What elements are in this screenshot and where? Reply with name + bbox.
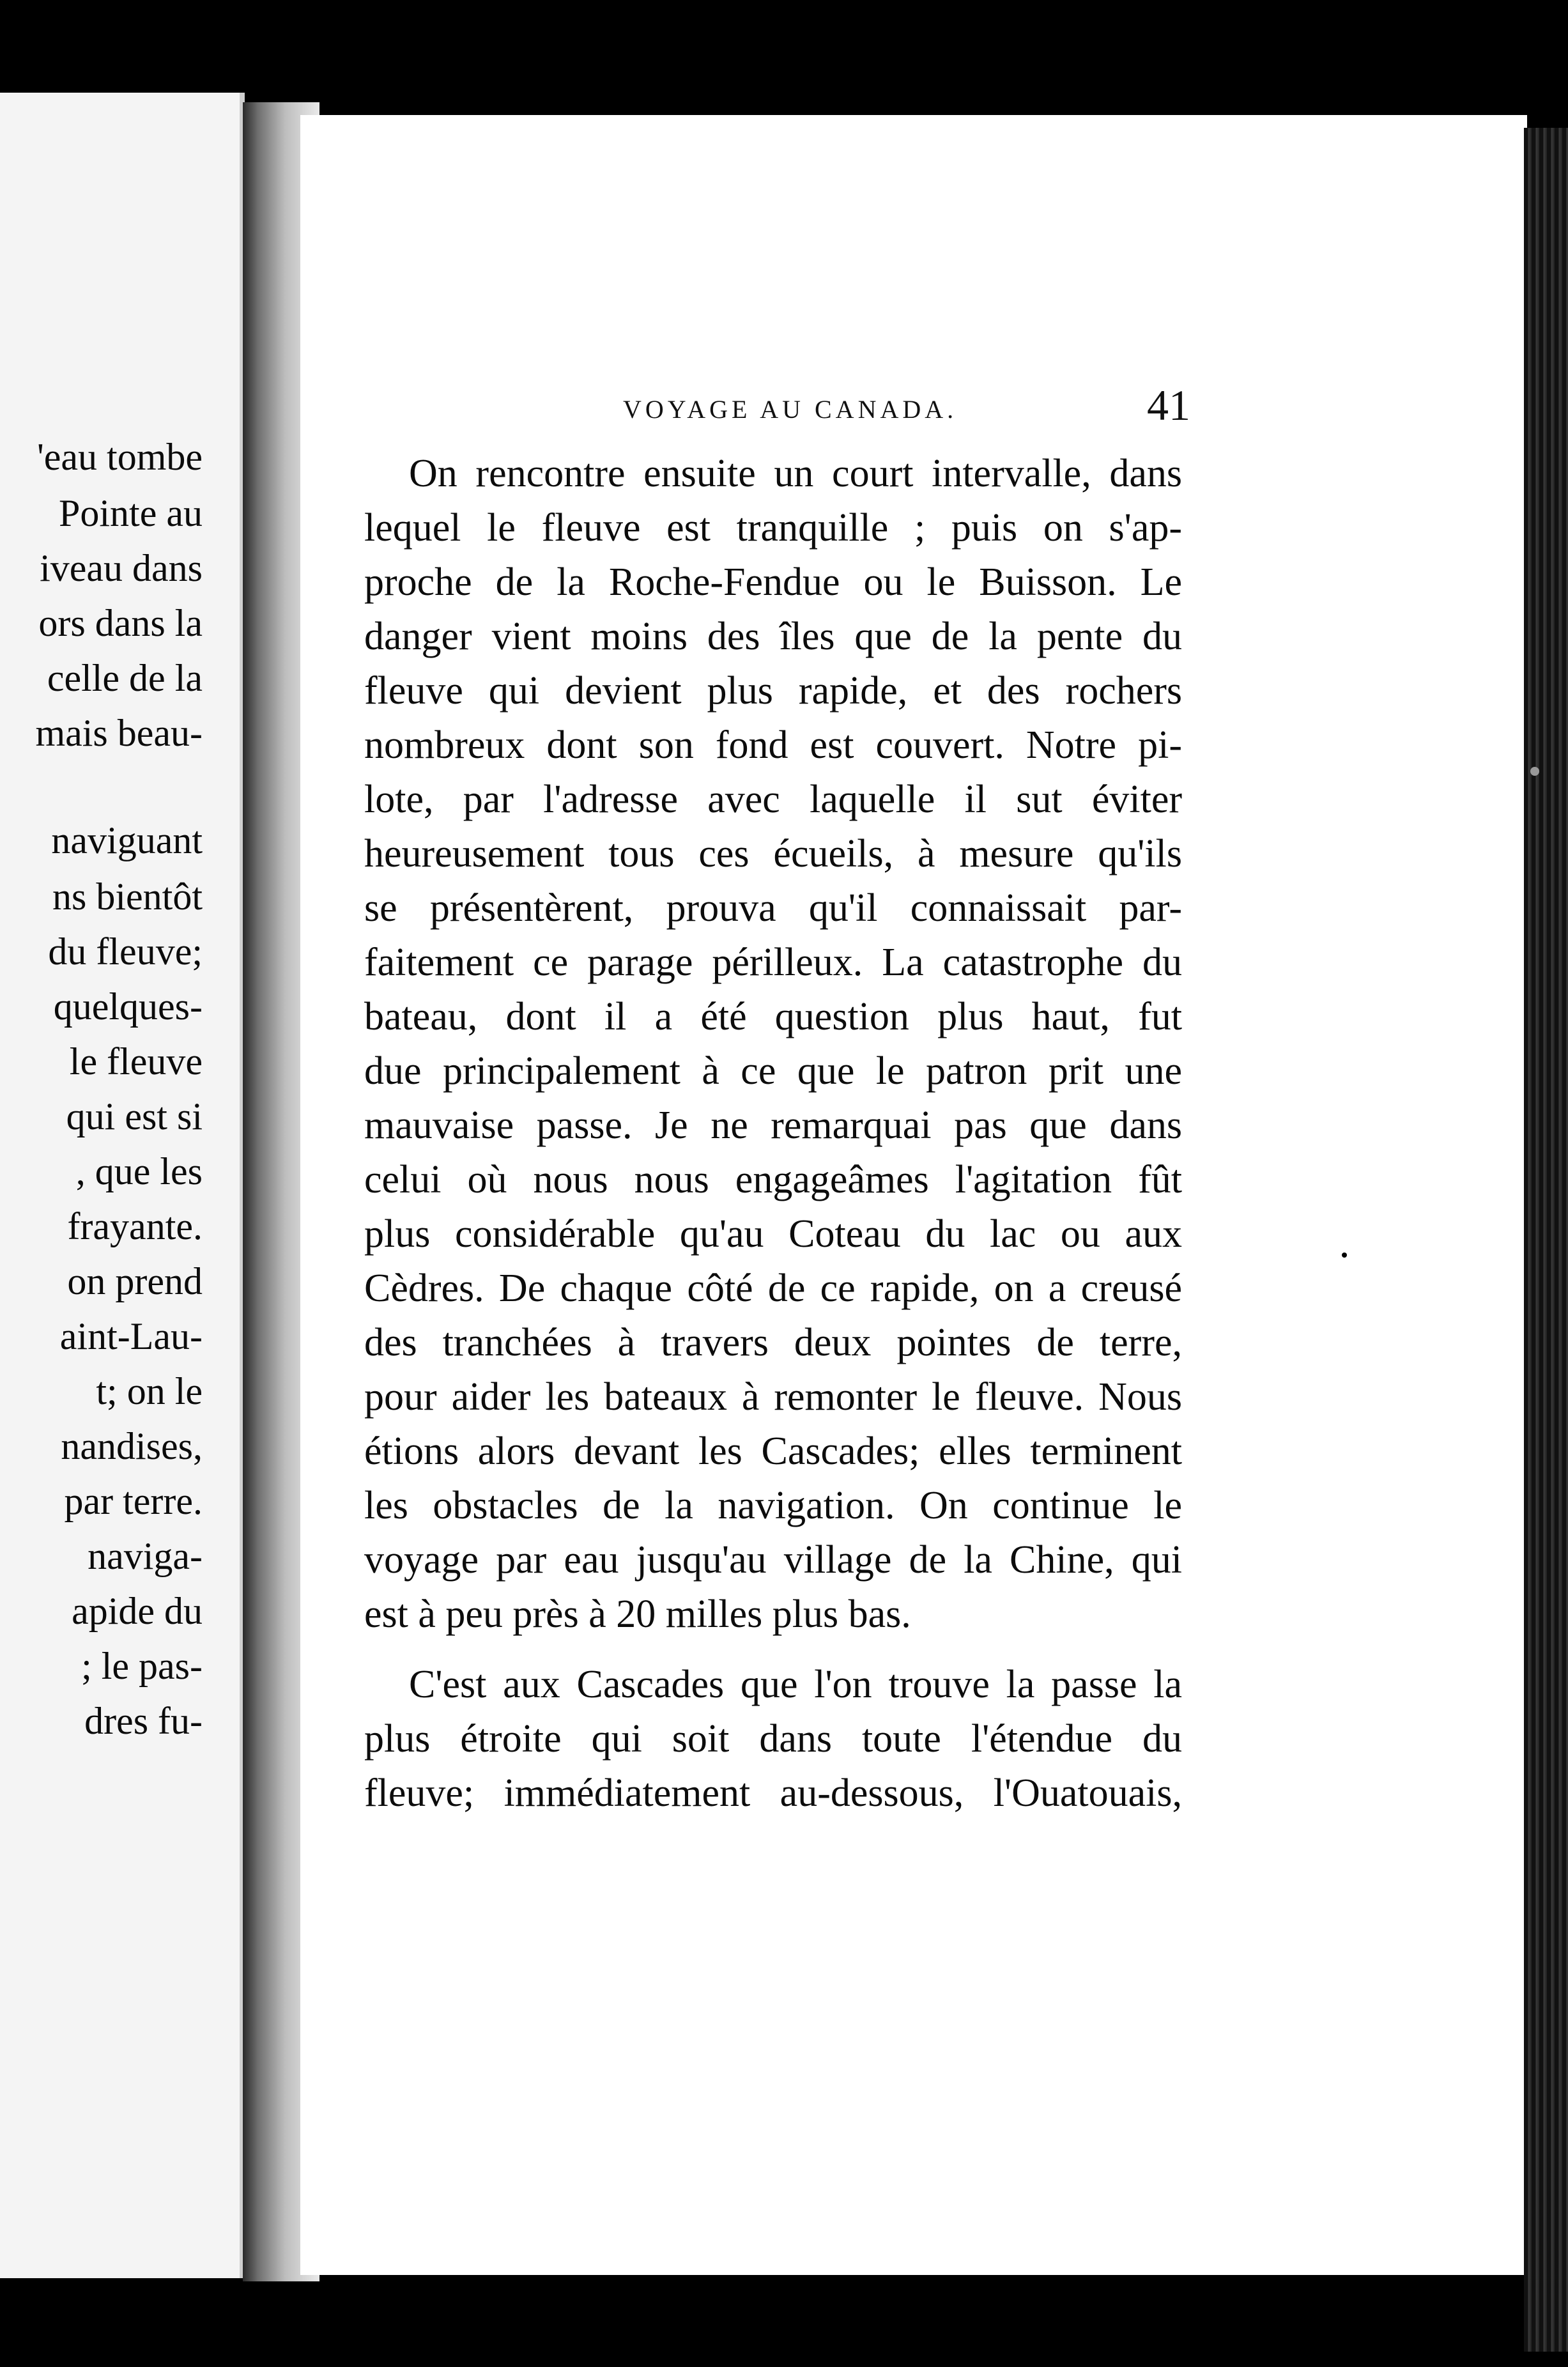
left-page-line: du fleuve; xyxy=(48,930,203,973)
text-line: Cèdres. De chaque côté de ce rapide, on a creusé xyxy=(364,1267,1182,1310)
left-page-line: celle de la xyxy=(47,657,203,699)
left-page-line: quelques- xyxy=(53,985,203,1028)
text-line: lequel le fleuve est tranquille ; puis on s'ap- xyxy=(364,506,1182,550)
left-page-line: par terre. xyxy=(64,1480,203,1522)
page-header xyxy=(300,284,1208,429)
text-line: heureusement tous ces écueils, à mesure qu'ils xyxy=(364,832,1182,875)
left-page-line: mais beau- xyxy=(35,712,203,754)
scan-speck xyxy=(1530,767,1539,776)
text-line: plus étroite qui soit dans toute l'étendue du xyxy=(364,1717,1182,1761)
text-line: danger vient moins des îles que de la pente du xyxy=(364,615,1182,658)
text-line: des tranchées à travers deux pointes de terre, xyxy=(364,1321,1182,1364)
left-page-line: frayante. xyxy=(67,1205,203,1247)
text-line: proche de la Roche-Fendue ou le Buisson. Le xyxy=(364,560,1182,604)
text-line: fleuve; immédiatement au-dessous, l'Ouatouais, xyxy=(364,1771,1182,1815)
left-page-line: naviguant xyxy=(51,819,203,861)
left-page-line: on prend xyxy=(67,1260,203,1302)
left-page-line: 'eau tombe xyxy=(36,436,203,478)
text-line: On rencontre ensuite un court intervalle, dans xyxy=(409,452,1182,495)
text-line: C'est aux Cascades que l'on trouve la passe la xyxy=(409,1663,1182,1706)
text-line: voyage par eau jusqu'au village de la Chine, qui xyxy=(364,1538,1182,1582)
text-line: nombreux dont son fond est couvert. Notre pi- xyxy=(364,723,1182,767)
text-line: lote, par l'adresse avec laquelle il sut éviter xyxy=(364,778,1182,821)
scan-speck xyxy=(169,38,176,56)
text-line: pour aider les bateaux à remonter le fleuve. Nous xyxy=(364,1375,1182,1419)
left-page-line: Pointe au xyxy=(59,492,203,534)
left-page-line: t; on le xyxy=(96,1370,203,1412)
text-line: celui où nous nous engageâmes l'agitation fût xyxy=(364,1158,1182,1201)
left-page-line: ns bientôt xyxy=(52,875,203,918)
text-line: est à peu près à 20 milles plus bas. xyxy=(364,1592,911,1636)
left-page-line: apide du xyxy=(72,1590,203,1632)
text-line: les obstacles de la navigation. On continue le xyxy=(364,1484,1182,1527)
left-page-line: ; le pas- xyxy=(81,1645,203,1687)
left-page-line: iveau dans xyxy=(40,547,203,589)
scan-speck xyxy=(1342,1253,1347,1258)
text-line: faitement ce parage périlleux. La catastrophe du xyxy=(364,941,1182,984)
text-line: étions alors devant les Cascades; elles terminent xyxy=(364,1430,1182,1473)
left-page-line: dres fu- xyxy=(84,1700,203,1742)
left-page-line: ors dans la xyxy=(38,602,203,644)
left-page-line: nandises, xyxy=(61,1425,203,1467)
text-line: bateau, dont il a été question plus haut, fut xyxy=(364,995,1182,1038)
page-number: 41 xyxy=(1147,381,1190,429)
left-page xyxy=(0,93,245,2278)
running-title: VOYAGE AU CANADA. xyxy=(623,395,958,424)
text-line: fleuve qui devient plus rapide, et des rochers xyxy=(364,669,1182,713)
text-line: plus considérable qu'au Coteau du lac ou aux xyxy=(364,1212,1182,1256)
text-line: due principalement à ce que le patron prit une xyxy=(364,1049,1182,1093)
page-edge-stack xyxy=(1524,128,1568,2352)
text-line: se présentèrent, prouva qu'il connaissait par- xyxy=(364,886,1182,930)
left-page-line: , que les xyxy=(75,1150,203,1192)
text-line: mauvaise passe. Je ne remarquai pas que dans xyxy=(364,1104,1182,1147)
left-page-line: naviga- xyxy=(88,1535,203,1577)
left-page-line: le fleuve xyxy=(69,1040,203,1083)
left-page-line: aint-Lau- xyxy=(59,1315,203,1357)
left-page-line: qui est si xyxy=(66,1095,203,1137)
